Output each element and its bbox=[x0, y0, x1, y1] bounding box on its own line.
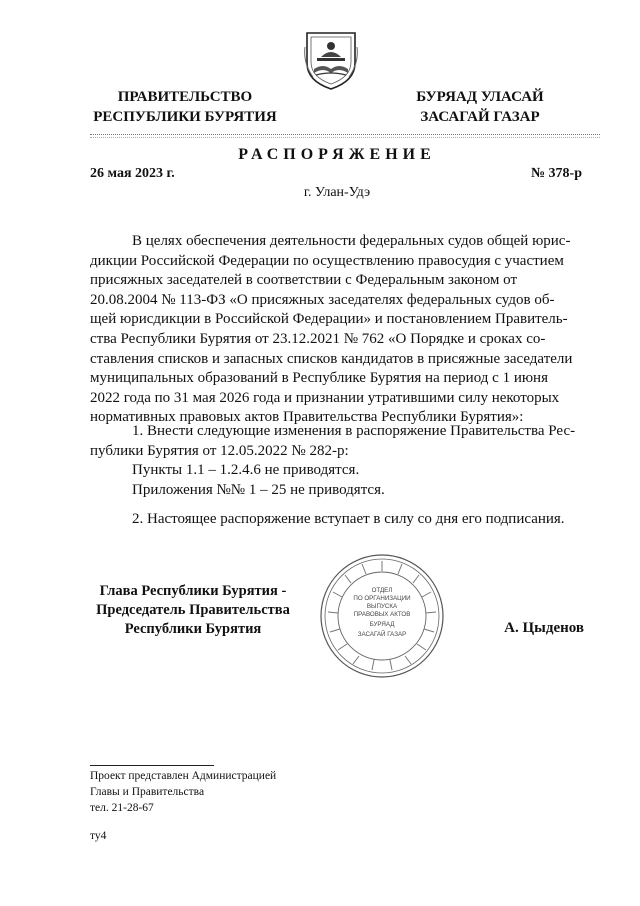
header-divider-secondary bbox=[90, 137, 600, 138]
document-date: 26 мая 2023 г. bbox=[90, 166, 175, 181]
item-1-line: Пункты 1.1 – 1.2.4.6 не приводятся. bbox=[132, 462, 360, 479]
signatory-title-line1: Глава Республики Бурятия - bbox=[99, 583, 287, 599]
header-divider bbox=[90, 134, 600, 135]
footer-line3: тел. 21-28-67 bbox=[90, 802, 154, 814]
coat-of-arms-icon bbox=[303, 27, 359, 91]
stamp-line6: ЗАСАГАЙ ГАЗАР bbox=[357, 631, 407, 638]
preamble-line: ства Республики Бурятия от 23.12.2021 № 762 «О Порядке и сроках со- bbox=[90, 330, 546, 347]
header-right-line1: БУРЯАД УЛАСАЙ bbox=[416, 89, 544, 105]
signatory-title bbox=[90, 582, 296, 639]
header-right-line2: ЗАСАГАЙ ГАЗАР bbox=[420, 109, 540, 125]
document-title: РАСПОРЯЖЕНИЕ bbox=[238, 146, 436, 163]
stamp-line5: БУРЯАД bbox=[369, 621, 395, 628]
signatory-name: А. Цыденов bbox=[504, 620, 584, 636]
header-left-line2: РЕСПУБЛИКИ БУРЯТИЯ bbox=[93, 109, 277, 125]
preamble-line: щей юрисдикции в Российской Федерации» и постановлением Правитель- bbox=[90, 311, 568, 328]
preamble-line: ставления списков и запасных списков кандидатов в присяжные заседатели bbox=[90, 350, 573, 367]
footer-line1: Проект представлен Администрацией bbox=[90, 770, 277, 782]
government-name-russian bbox=[60, 87, 310, 127]
preamble-line: дикции Российской Федерации по осуществлению правосудия с участием bbox=[90, 252, 564, 269]
footer-note bbox=[90, 768, 276, 816]
preamble-line: 2022 года по 31 мая 2026 года и признании утратившими силу некоторых bbox=[90, 389, 560, 406]
item-2-line: 2. Настоящее распоряжение вступает в силу со дня его подписания. bbox=[132, 511, 565, 527]
preamble-line: муниципальных образований в Республике Бурятия на период с 1 июня bbox=[90, 370, 548, 387]
document-number: № 378-р bbox=[530, 166, 582, 181]
preamble-line: присяжных заседателей в соответствии с Федеральным законом от bbox=[90, 272, 518, 289]
preamble-line: нормативных правовых актов Правительства Республики Бурятия»: bbox=[90, 409, 524, 426]
stamp-line1: ОТДЕЛ bbox=[371, 587, 393, 594]
document-city: г. Улан-Удэ bbox=[303, 185, 371, 200]
footer-divider bbox=[90, 765, 214, 766]
preamble-paragraph bbox=[90, 232, 584, 428]
item-1-line: 1. Внести следующие изменения в распоряжение Правительства Рес- bbox=[132, 423, 576, 439]
preamble-line: 20.08.2004 № 113-ФЗ «О присяжных заседателях федеральных судов об- bbox=[90, 291, 555, 308]
preamble-line: В целях обеспечения деятельности федеральных судов общей юрис- bbox=[132, 233, 571, 249]
item-1-line: Приложения №№ 1 – 25 не приводятся. bbox=[132, 481, 385, 498]
stamp-line3: ВЫПУСКА bbox=[366, 603, 398, 610]
official-stamp bbox=[318, 552, 446, 680]
header-left-line1: ПРАВИТЕЛЬСТВО bbox=[117, 89, 253, 105]
signatory-title-line3: Республики Бурятия bbox=[124, 621, 262, 637]
item-2-paragraph bbox=[90, 510, 584, 530]
signatory-title-line2: Председатель Правительства bbox=[96, 602, 290, 618]
stamp-line2: ПО ОРГАНИЗАЦИИ bbox=[353, 595, 411, 602]
item-1-paragraph bbox=[90, 422, 584, 500]
footer-line2: Главы и Правительства bbox=[90, 786, 205, 798]
document-code: ту4 bbox=[90, 830, 107, 842]
stamp-line4: ПРАВОВЫХ АКТОВ bbox=[353, 611, 411, 618]
item-1-line: публики Бурятия от 12.05.2022 № 282-р: bbox=[90, 442, 349, 459]
government-name-buryat bbox=[375, 87, 585, 127]
